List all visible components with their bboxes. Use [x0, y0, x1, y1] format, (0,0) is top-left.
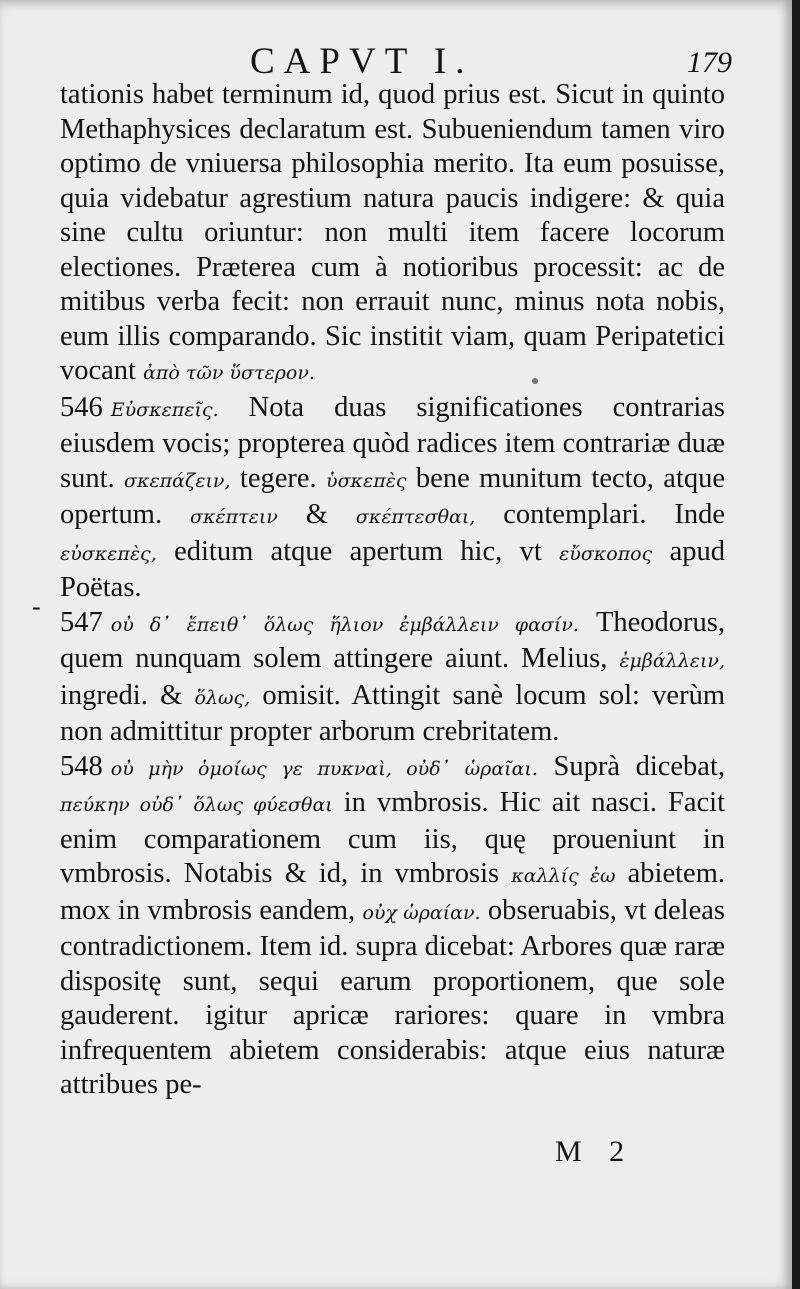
running-head: CAPVT I. [250, 41, 474, 82]
latin-text: omisit. Attingit sanè locum sol: verùm non admittitur propter arborum crebritatem. [60, 679, 725, 747]
paper-speck [532, 378, 538, 384]
greek-text: σκεπάζειν, [124, 469, 231, 492]
note-number: 546 [60, 391, 103, 423]
margin-mark: - [32, 592, 41, 621]
greek-text: Εὐσκεπεῖς. [110, 398, 219, 421]
latin-text: & [277, 499, 356, 530]
latin-text: Nota duas significationes contrarias eiusdem vocis; propterea quòd radices item contrariæ duæ sunt. [60, 391, 725, 494]
paragraph [60, 606, 725, 750]
latin-text: Suprà dicebat, [537, 750, 725, 782]
latin-text: abietem. mox in vmbrosis eandem, [60, 858, 725, 926]
greek-text: εὔσκοπος [559, 542, 653, 565]
paragraph [60, 391, 725, 606]
greek-text: σκέπτεσθαι, [355, 506, 476, 528]
note-number: 547 [60, 606, 103, 638]
paragraph [60, 750, 725, 1103]
latin-text: bene munitum tecto, atque opertum. [60, 462, 726, 530]
note-number: 548 [60, 750, 103, 782]
latin-text: contemplari. Inde [475, 499, 725, 530]
latin-text: tationis habet terminum id, quod prius est. Sicut in quinto Methaphysices declaratum est. Subueniendum tamen viro optimo de vniuersa philosophia merito. Ita eum posuisse, quia videbatur agrestium natura paucis indigere: & quia sine cultu oriuntur: non multi item facere locorum electiones. Præterea cum à notioribus processit: ac de mitibus verba fecit: non errauit nunc, minus nota nobis, eum illis comparando. Sic institit viam, quam Peripatetici vocant [60, 79, 725, 386]
latin-text: editum atque apertum hic, vt [156, 535, 560, 567]
latin-text: ingredi. & [60, 679, 195, 711]
greek-text: ὅλως, [194, 686, 251, 709]
greek-text: ἀπὸ τῶν ὕστερον. [143, 362, 315, 384]
latin-text: Theodorus, quem nunquam solem attingere aiunt. Melius, [60, 606, 725, 674]
greek-text: οὐ δ᾽ ἔπειθ᾽ ὅλως ἥλιον ἐμβάλλειν φασίν. [110, 613, 579, 636]
greek-text: οὐχ ὡραίαν. [362, 901, 481, 924]
page-number: 179 [687, 46, 732, 79]
body-text [60, 78, 725, 1103]
latin-text: in vmbrosis. Hic ait nasci. Facit enim comparationem cum iis, quę proueniunt in vmbrosis. Notabis & id, in vmbrosis [60, 787, 725, 889]
greek-text: σκέπτειν [190, 506, 278, 528]
latin-text: obseruabis, vt deleas contradictionem. Item id. supra dicebat: Arbores quæ raræ dispositę sunt, sequi earum proportionem, que sole gauderent. igitur apricæ rariores: quare in vmbra infrequentem abietem considerabis: atque eius naturæ attribues pe- [60, 894, 725, 1100]
latin-text: apud Poëtas. [60, 535, 725, 603]
greek-text: οὐ μὴν ὁμοίως γε πυκναὶ, οὐδ᾽ ὡραῖαι. [110, 757, 538, 780]
greek-text: ἐμβάλλειν, [619, 650, 725, 672]
latin-text: tegere. [230, 462, 327, 494]
greek-text: πεύκην οὐδ᾽ ὅλως φύεσθαι [60, 794, 333, 816]
paragraph [60, 78, 725, 391]
signature-mark: M 2 [555, 1135, 635, 1168]
greek-text: καλλίς ἐω [511, 865, 616, 887]
greek-text: εὐσκεπὲς, [60, 542, 157, 565]
greek-text: ὑσκεπὲς [326, 469, 407, 492]
